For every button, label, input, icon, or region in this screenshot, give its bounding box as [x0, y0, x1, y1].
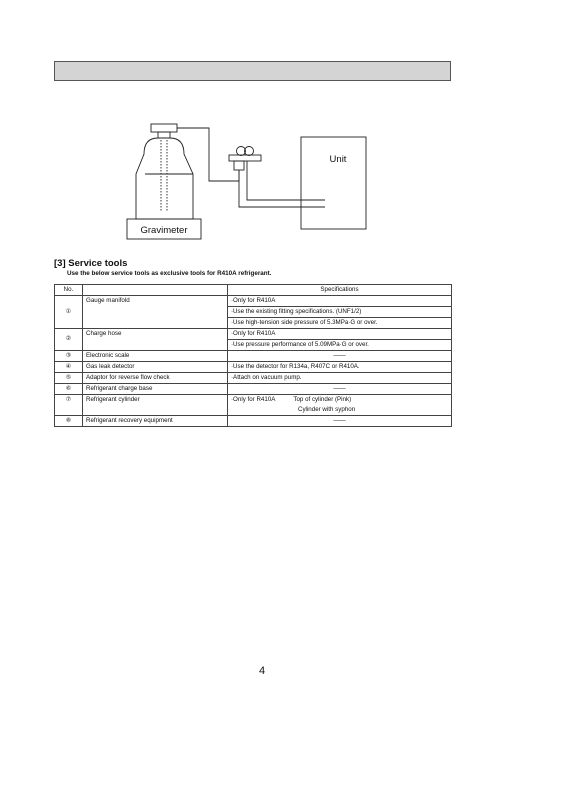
row-name: Adaptor for reverse flow check: [83, 373, 228, 384]
row-name: Refrigerant recovery equipment: [83, 416, 228, 427]
spec-line: [231, 407, 448, 413]
row-spec: ·Use the existing fitting specifications. (UNF1/2): [228, 307, 452, 318]
row-spec: ·Use pressure performance of 5.09MPa·G or over.: [228, 340, 452, 351]
header-name: [83, 285, 228, 296]
cylinder-valve: [158, 132, 170, 138]
row-spec: ——: [228, 351, 452, 362]
row-spec: ·Only for R410A: [228, 296, 452, 307]
row-name: Charge hose: [83, 329, 228, 351]
table-row: [55, 373, 452, 384]
table-row: [55, 351, 452, 362]
row-spec: ·Attach on vacuum pump.: [228, 373, 452, 384]
row-name: Gas leak detector: [83, 362, 228, 373]
row-no: ⑥: [55, 384, 83, 395]
row-name: Refrigerant cylinder: [83, 395, 228, 416]
spec-top-of-cylinder: Top of cylinder (Pink): [293, 396, 352, 404]
row-spec: ·Use the detector for R134a, R407C or R410A.: [228, 362, 452, 373]
header-no: No.: [55, 285, 83, 296]
section-subtitle: Use the below service tools as exclusive tools for R410A refrigerant.: [67, 270, 272, 277]
gauge-manifold: [229, 155, 261, 161]
cylinder-cap: [151, 124, 177, 132]
row-no: ④: [55, 362, 83, 373]
gravimeter-label: Gravimeter: [140, 225, 188, 236]
refrigerant-cylinder: [136, 138, 193, 219]
row-no: ①: [55, 296, 83, 329]
row-no: ⑦: [55, 395, 83, 416]
row-no: ⑤: [55, 373, 83, 384]
charge-hose: [177, 128, 239, 181]
spec-line: [231, 397, 448, 403]
row-no: ③: [55, 351, 83, 362]
row-no: ②: [55, 329, 83, 351]
row-name: Gauge manifold: [83, 296, 228, 329]
unit-label: Unit: [329, 154, 347, 165]
table-row: [55, 329, 452, 340]
table-header-row: [55, 285, 452, 296]
row-name: Refrigerant charge base: [83, 384, 228, 395]
row-name: Electronic scale: [83, 351, 228, 362]
page-number: 4: [259, 665, 266, 677]
row-spec: ——: [228, 416, 452, 427]
unit-box: [301, 137, 366, 229]
row-spec: ·Only for R410A: [228, 329, 452, 340]
table-row: [55, 384, 452, 395]
table-row: [55, 362, 452, 373]
spec-only-r410a: ·Only for R410A: [231, 396, 276, 404]
spec-cylinder-syphon: Cylinder with syphon: [298, 405, 356, 413]
row-spec: ·Use high-tension side pressure of 5.3MPa·G or over.: [228, 318, 452, 329]
service-tools-table: [54, 284, 452, 427]
row-no: ⑧: [55, 416, 83, 427]
table-row: [55, 395, 452, 416]
table-row: [55, 296, 452, 307]
table-row: [55, 416, 452, 427]
header-spec: Specifications: [228, 285, 452, 296]
row-spec: [228, 395, 452, 416]
charging-diagram: [0, 0, 568, 250]
section-title: [3] Service tools: [54, 258, 128, 269]
row-spec: ——: [228, 384, 452, 395]
